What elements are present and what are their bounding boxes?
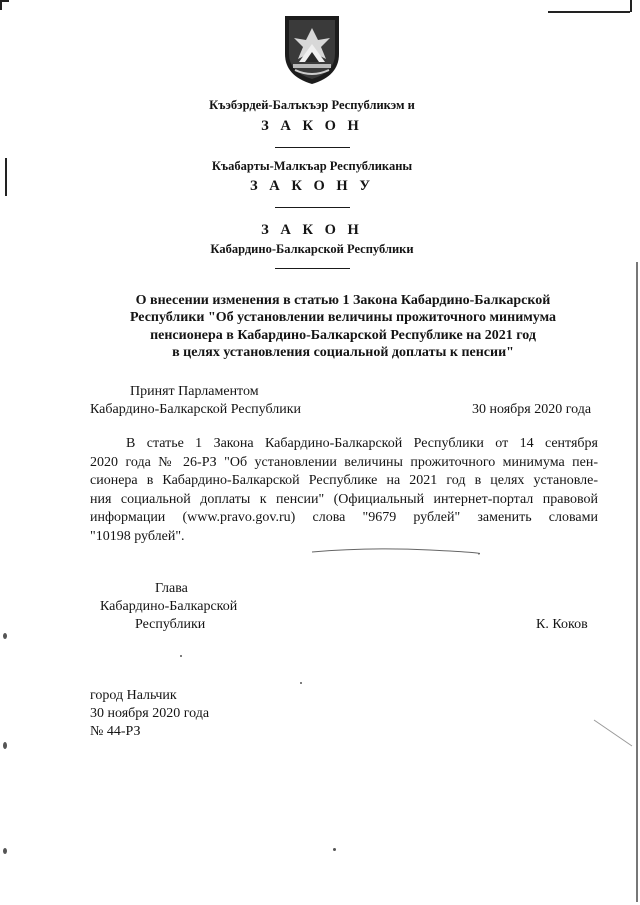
body-line: информации (www.pravo.gov.ru) слова "9679 рублей" заменить словами xyxy=(90,510,598,525)
adoption-line: Принят Парламентом xyxy=(130,384,259,399)
scan-artifact xyxy=(300,682,302,684)
header-divider xyxy=(275,147,350,148)
coat-of-arms-icon xyxy=(281,14,343,86)
header-line-kabardian: Къэбэрдей-Балъкъэр Республикэм и xyxy=(209,98,415,112)
scan-artifact xyxy=(630,0,632,12)
adoption-line: Кабардино-Балкарской Республики xyxy=(90,402,301,417)
signatory-name: К. Коков xyxy=(536,617,588,632)
pen-stroke-mark xyxy=(310,544,480,560)
signatory-title: Кабардино-Балкарской xyxy=(100,599,238,614)
scan-artifact xyxy=(5,158,7,196)
header-divider xyxy=(275,207,350,208)
scan-artifact xyxy=(0,0,9,2)
scan-artifact xyxy=(0,0,2,10)
body-line: ния социальной доплаты к пенсии" (Официальный интернет-портал правовой xyxy=(90,491,598,507)
signatory-title: Республики xyxy=(135,617,206,632)
document-title xyxy=(90,292,596,362)
footer-city: город Нальчик xyxy=(90,688,177,703)
scan-artifact xyxy=(333,848,336,851)
scan-artifact xyxy=(3,742,7,749)
header-divider xyxy=(275,268,350,269)
body-line: В статье 1 Закона Кабардино-Балкарской Республики от 14 сентября xyxy=(126,436,598,451)
header-line-balkar: Къабарты-Малкъар Республиканы xyxy=(211,159,413,173)
title-line: в целях установления социальной доплаты к пенсии" xyxy=(172,345,514,361)
scan-artifact xyxy=(180,655,182,657)
footer-date: 30 ноября 2020 года xyxy=(90,706,210,721)
header-line-russian: Кабардино-Балкарской Республики xyxy=(210,242,414,256)
header-word-balkar: З А К О Н У xyxy=(250,178,374,194)
title-line: Республики "Об установлении величины прожиточного минимума xyxy=(129,310,557,326)
scan-artifact xyxy=(548,11,630,13)
header-word-kabardian: З А К О Н xyxy=(261,118,363,134)
body-line: 2020 года № 26-РЗ "Об установлении величины прожиточного минимума пен- xyxy=(90,454,598,470)
title-line: О внесении изменения в статью 1 Закона Кабардино-Балкарской xyxy=(135,293,551,308)
footer-number: № 44-РЗ xyxy=(90,724,141,739)
body-line: сионера в Кабардино-Балкарской Республике на 2021 год в целях установле- xyxy=(90,473,598,488)
title-line: пенсионера в Кабардино-Балкарской Республике на 2021 год xyxy=(150,327,536,343)
scan-artifact xyxy=(592,718,636,748)
scan-artifact xyxy=(636,262,638,902)
adoption-date: 30 ноября 2020 года xyxy=(472,402,592,417)
header-word-russian: З А К О Н xyxy=(261,222,363,238)
scan-artifact xyxy=(3,633,7,639)
body-line: "10198 рублей". xyxy=(90,528,185,544)
scan-artifact xyxy=(3,848,7,854)
signatory-title: Глава xyxy=(155,581,188,596)
